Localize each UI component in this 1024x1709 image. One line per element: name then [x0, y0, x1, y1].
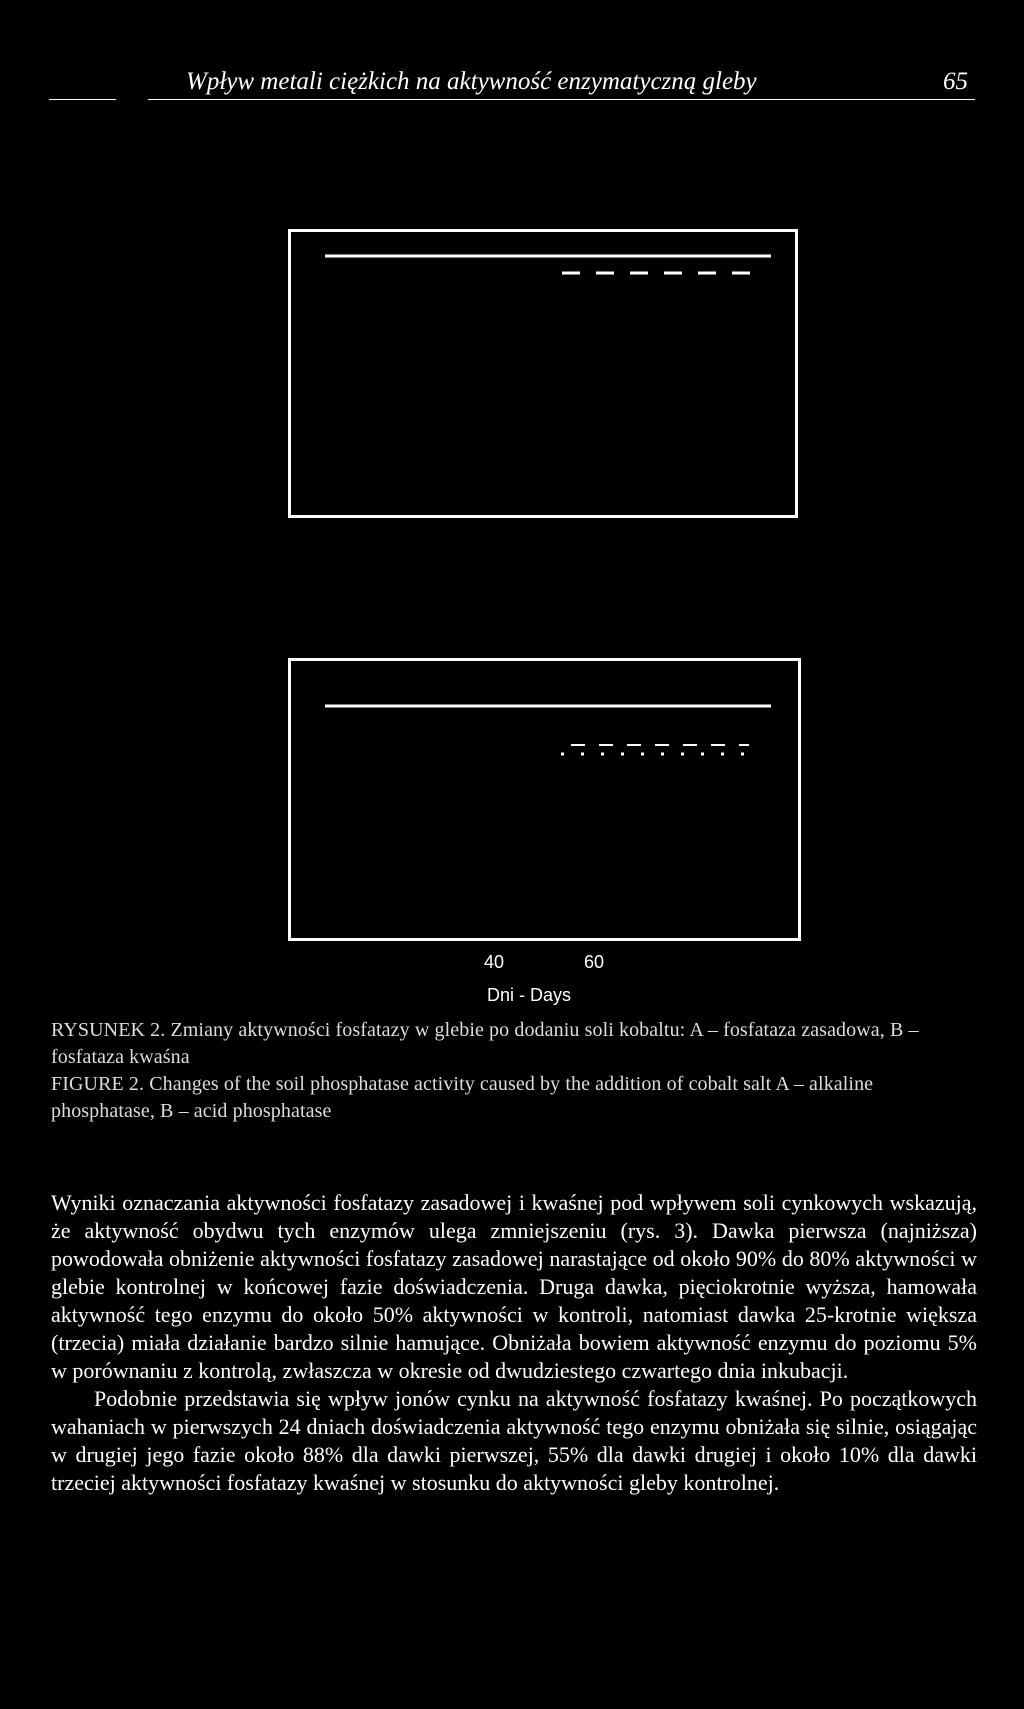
x-tick-label: 60 — [584, 952, 605, 972]
chart-panel-a — [288, 229, 798, 518]
page-number: 65 — [943, 68, 968, 95]
header-rule — [148, 99, 975, 100]
x-axis-label: Dni - Days — [487, 985, 572, 1005]
body-paragraph-2: Podobnie przedstawia się wpływ jonów cynku na aktywność fosfatazy kwaśnej. Po początkowych wahaniach w pierwszych 24 dniach doświadczenia aktywność tego enzymu obniżała się silnie, osiągając w drugiej jego fazie około 88% dla dawki pierwszej, 55% dla dawki drugiej i około 10% dla dawki trzeciej aktywności fosfatazy kwaśnej w stosunku do aktywności gleby kontrolnej. — [51, 1386, 977, 1495]
chart-panel-b — [288, 658, 801, 941]
header-left-rule — [49, 99, 116, 100]
body-paragraph-1: Wyniki oznaczania aktywności fosfatazy zasadowej i kwaśnej pod wpływem soli cynkowych wskazują, że aktywność obydwu tych enzymów ulega zmniejszeniu (rys. 3). Dawka pierwsza (najniższa) powodowała obniżenie aktywności fosfatazy zasadowej narastające od około 90% do 80% aktywności w glebie kontrolnej w końcowej fazie doświadczenia. Druga dawka, pięciokrotnie wyższa, hamowała aktywność tego enzymu do około 50% aktywności w kontroli, natomiast dawka 25-krotnie większa (trzecia) miała działanie bardzo silnie hamujące. Obniżała bowiem aktywność enzymu do poziomu 5% w porównaniu z kontrolą, zwłaszcza w okresie od dwudziestego czwartego dnia inkubacji. — [51, 1190, 977, 1383]
chart-a-plot — [291, 232, 795, 515]
running-header-title: Wpływ metali ciężkich na aktywność enzymatyczną gleby — [186, 68, 757, 95]
figure-caption-en: FIGURE 2. Changes of the soil phosphatase activity caused by the addition of cobalt salt A – alkaline phosphatase, B – acid phosphatase — [51, 1073, 874, 1122]
x-tick-label: 40 — [484, 952, 505, 972]
body-text — [51, 1189, 977, 1497]
figure-caption-pl: RYSUNEK 2. Zmiany aktywności fosfatazy w glebie po dodaniu soli kobaltu: A – fosfataza zasadowa, B – fosfataza kwaśna — [51, 1019, 919, 1068]
chart-b-plot — [291, 661, 798, 938]
